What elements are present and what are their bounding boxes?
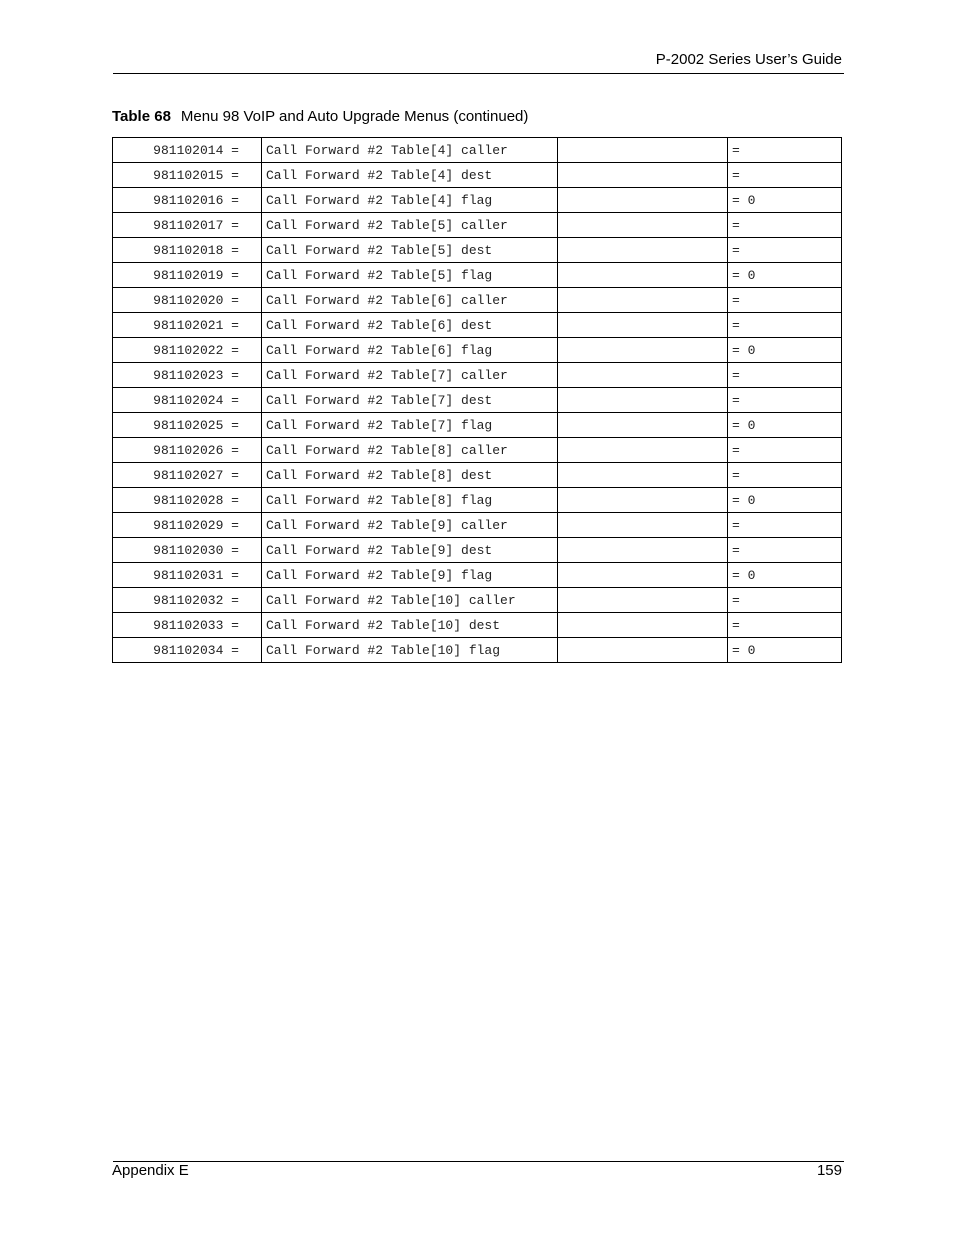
parameter-value-cell: =: [728, 288, 842, 313]
menu-98-table: [112, 137, 842, 663]
parameter-value-cell: =: [728, 613, 842, 638]
menu-code-cell: 981102033 =: [113, 613, 262, 638]
blank-cell: [558, 438, 728, 463]
table-row: [113, 313, 842, 338]
menu-code-cell: 981102023 =: [113, 363, 262, 388]
parameter-name-cell: Call Forward #2 Table[4] flag: [262, 188, 558, 213]
menu-code-cell: 981102025 =: [113, 413, 262, 438]
parameter-value-cell: = 0: [728, 338, 842, 363]
menu-table-body: [113, 138, 842, 663]
parameter-value-cell: =: [728, 513, 842, 538]
menu-code-cell: 981102029 =: [113, 513, 262, 538]
table-row: [113, 488, 842, 513]
blank-cell: [558, 538, 728, 563]
table-row: [113, 263, 842, 288]
footer-divider: [113, 1161, 844, 1162]
menu-code-cell: 981102026 =: [113, 438, 262, 463]
parameter-name-cell: Call Forward #2 Table[8] dest: [262, 463, 558, 488]
blank-cell: [558, 213, 728, 238]
table-row: [113, 213, 842, 238]
blank-cell: [558, 413, 728, 438]
table-row: [113, 463, 842, 488]
menu-code-cell: 981102031 =: [113, 563, 262, 588]
parameter-value-cell: =: [728, 588, 842, 613]
table-row: [113, 588, 842, 613]
menu-code-cell: 981102022 =: [113, 338, 262, 363]
header-divider: [113, 73, 844, 74]
blank-cell: [558, 238, 728, 263]
menu-code-cell: 981102030 =: [113, 538, 262, 563]
menu-code-cell: 981102032 =: [113, 588, 262, 613]
menu-code-cell: 981102028 =: [113, 488, 262, 513]
parameter-value-cell: =: [728, 388, 842, 413]
blank-cell: [558, 638, 728, 663]
blank-cell: [558, 288, 728, 313]
blank-cell: [558, 563, 728, 588]
parameter-name-cell: Call Forward #2 Table[10] flag: [262, 638, 558, 663]
parameter-name-cell: Call Forward #2 Table[6] dest: [262, 313, 558, 338]
parameter-value-cell: =: [728, 538, 842, 563]
parameter-value-cell: = 0: [728, 488, 842, 513]
menu-code-cell: 981102021 =: [113, 313, 262, 338]
parameter-name-cell: Call Forward #2 Table[9] flag: [262, 563, 558, 588]
table-row: [113, 613, 842, 638]
table-row: [113, 513, 842, 538]
parameter-name-cell: Call Forward #2 Table[7] dest: [262, 388, 558, 413]
parameter-value-cell: = 0: [728, 263, 842, 288]
parameter-name-cell: Call Forward #2 Table[4] dest: [262, 163, 558, 188]
blank-cell: [558, 463, 728, 488]
menu-code-cell: 981102020 =: [113, 288, 262, 313]
parameter-value-cell: = 0: [728, 563, 842, 588]
footer-section: Appendix E: [112, 1162, 189, 1179]
blank-cell: [558, 138, 728, 163]
blank-cell: [558, 188, 728, 213]
table-row: [113, 188, 842, 213]
parameter-value-cell: =: [728, 138, 842, 163]
parameter-name-cell: Call Forward #2 Table[5] dest: [262, 238, 558, 263]
table-row: [113, 638, 842, 663]
parameter-name-cell: Call Forward #2 Table[5] caller: [262, 213, 558, 238]
parameter-name-cell: Call Forward #2 Table[9] caller: [262, 513, 558, 538]
menu-code-cell: 981102014 =: [113, 138, 262, 163]
table-row: [113, 438, 842, 463]
parameter-name-cell: Call Forward #2 Table[5] flag: [262, 263, 558, 288]
table-caption: [112, 108, 528, 125]
parameter-value-cell: =: [728, 213, 842, 238]
menu-code-cell: 981102016 =: [113, 188, 262, 213]
parameter-name-cell: Call Forward #2 Table[6] flag: [262, 338, 558, 363]
parameter-name-cell: Call Forward #2 Table[8] flag: [262, 488, 558, 513]
parameter-name-cell: Call Forward #2 Table[9] dest: [262, 538, 558, 563]
parameter-name-cell: Call Forward #2 Table[10] caller: [262, 588, 558, 613]
blank-cell: [558, 263, 728, 288]
parameter-name-cell: Call Forward #2 Table[7] caller: [262, 363, 558, 388]
blank-cell: [558, 613, 728, 638]
blank-cell: [558, 588, 728, 613]
table-row: [113, 363, 842, 388]
parameter-value-cell: = 0: [728, 188, 842, 213]
blank-cell: [558, 163, 728, 188]
parameter-value-cell: =: [728, 463, 842, 488]
parameter-value-cell: =: [728, 238, 842, 263]
parameter-value-cell: = 0: [728, 638, 842, 663]
menu-code-cell: 981102018 =: [113, 238, 262, 263]
blank-cell: [558, 338, 728, 363]
blank-cell: [558, 388, 728, 413]
table-row: [113, 338, 842, 363]
blank-cell: [558, 313, 728, 338]
table-row: [113, 413, 842, 438]
parameter-value-cell: =: [728, 363, 842, 388]
parameter-value-cell: =: [728, 438, 842, 463]
parameter-name-cell: Call Forward #2 Table[10] dest: [262, 613, 558, 638]
parameter-value-cell: = 0: [728, 413, 842, 438]
table-row: [113, 288, 842, 313]
table-caption-text: Menu 98 VoIP and Auto Upgrade Menus (continued): [180, 108, 529, 125]
menu-code-cell: 981102017 =: [113, 213, 262, 238]
parameter-name-cell: Call Forward #2 Table[6] caller: [262, 288, 558, 313]
blank-cell: [558, 513, 728, 538]
table-caption-label: Table 68: [112, 108, 171, 125]
parameter-name-cell: Call Forward #2 Table[4] caller: [262, 138, 558, 163]
menu-code-cell: 981102034 =: [113, 638, 262, 663]
blank-cell: [558, 488, 728, 513]
blank-cell: [558, 363, 728, 388]
page-number: 159: [816, 1162, 842, 1179]
menu-code-cell: 981102015 =: [113, 163, 262, 188]
parameter-value-cell: =: [728, 313, 842, 338]
table-row: [113, 163, 842, 188]
menu-code-cell: 981102024 =: [113, 388, 262, 413]
table-row: [113, 563, 842, 588]
table-row: [113, 238, 842, 263]
table-row: [113, 538, 842, 563]
menu-code-cell: 981102019 =: [113, 263, 262, 288]
running-header-title: P-2002 Series User’s Guide: [655, 51, 842, 68]
parameter-name-cell: Call Forward #2 Table[7] flag: [262, 413, 558, 438]
table-row: [113, 138, 842, 163]
parameter-value-cell: =: [728, 163, 842, 188]
parameter-name-cell: Call Forward #2 Table[8] caller: [262, 438, 558, 463]
menu-code-cell: 981102027 =: [113, 463, 262, 488]
table-row: [113, 388, 842, 413]
